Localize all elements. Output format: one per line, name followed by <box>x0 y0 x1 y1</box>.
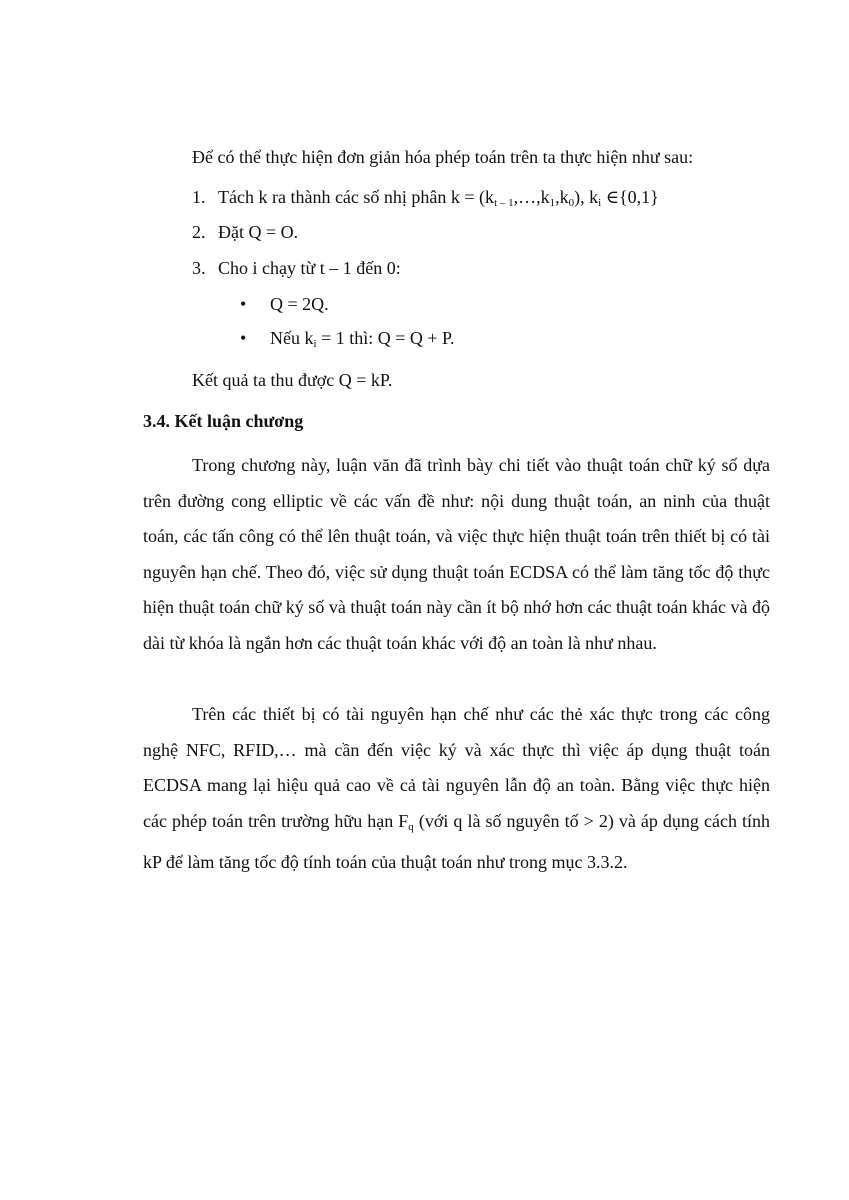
step-1-text <box>218 187 659 207</box>
step-3-number: 3. <box>192 258 206 278</box>
paragraph-2-sub-q: q <box>408 820 414 833</box>
intro-text: Để có thể thực hiện đơn giản hóa phép toán trên ta thực hiện như sau: <box>192 147 694 167</box>
bullet-2-text <box>270 328 455 348</box>
paragraph-2-text-b: (với q là số nguyên tố > 2) và áp dụng cách tính kP để làm tăng tốc độ tính toán của thuật toán như trong mục 3.3.2. <box>143 810 770 873</box>
section-heading: 3.4. Kết luận chương <box>143 411 304 431</box>
step-1 <box>192 185 659 209</box>
step-1-text-d: ), k <box>574 187 599 207</box>
bullet-1-text: Q = 2Q. <box>270 294 329 314</box>
paragraph-1: Trong chương này, luận văn đã trình bày chi tiết vào thuật toán chữ ký số dựa trên đường cong elliptic về các vấn đề như: nội dung thuật toán, an ninh của thuật toán, các tấn công có thể lên thuật toán, và việc thực hiện thuật toán trên thiết bị có tài nguyên hạn chế. Theo đó, việc sử dụng thuật toán ECDSA có thể làm tăng tốc độ thực hiện thuật toán chữ ký số và thuật toán này cần ít bộ nhớ hơn các thuật toán khác và độ dài từ khóa là ngắn hơn các thuật toán khác với độ an toàn là như nhau. <box>143 455 770 653</box>
step-2-number: 2. <box>192 222 206 242</box>
step-1-text-c: ,k <box>555 187 569 207</box>
bullet-1 <box>240 292 329 316</box>
step-3 <box>192 256 401 280</box>
step-1-sub-1: 1 <box>549 197 556 209</box>
step-1-sub-i: i <box>598 197 602 209</box>
bullet-2-marker: • <box>240 328 247 348</box>
step-1-text-a: Tách k ra thành các số nhị phân k = (k <box>218 187 495 207</box>
result-text: Kết quả ta thu được Q = kP. <box>192 370 393 390</box>
bullet-2-sub-i: i <box>313 338 317 350</box>
step-1-number: 1. <box>192 187 206 207</box>
step-1-sub-0: 0 <box>568 197 575 209</box>
step-3-text: Cho i chạy từ t – 1 đến 0: <box>218 258 401 278</box>
step-2 <box>192 220 298 244</box>
step-1-sub-t1: t – 1 <box>494 197 514 209</box>
step-2-text: Đặt Q = O. <box>218 222 299 242</box>
step-1-text-b: ,…,k <box>513 187 550 207</box>
bullet-2-text-b: = 1 thì: Q = Q + P. <box>316 328 455 348</box>
bullet-1-marker: • <box>240 294 247 314</box>
paragraph-2-text-a: Trên các thiết bị có tài nguyên hạn chế như các thẻ xác thực trong các công nghệ NFC, RFID,… mà cần đến việc ký và xác thực thì việc áp dụng thuật toán ECDSA mang lại hiệu quả cao về cả tài nguyên lẫn độ an toàn. Bằng việc thực hiện các phép toán trên trường hữu hạn F <box>143 704 770 831</box>
bullet-2-text-a: Nếu k <box>270 328 314 348</box>
paragraph-2 <box>143 697 770 881</box>
bullet-2 <box>240 326 455 350</box>
step-1-text-e: ∈{0,1} <box>601 187 659 207</box>
